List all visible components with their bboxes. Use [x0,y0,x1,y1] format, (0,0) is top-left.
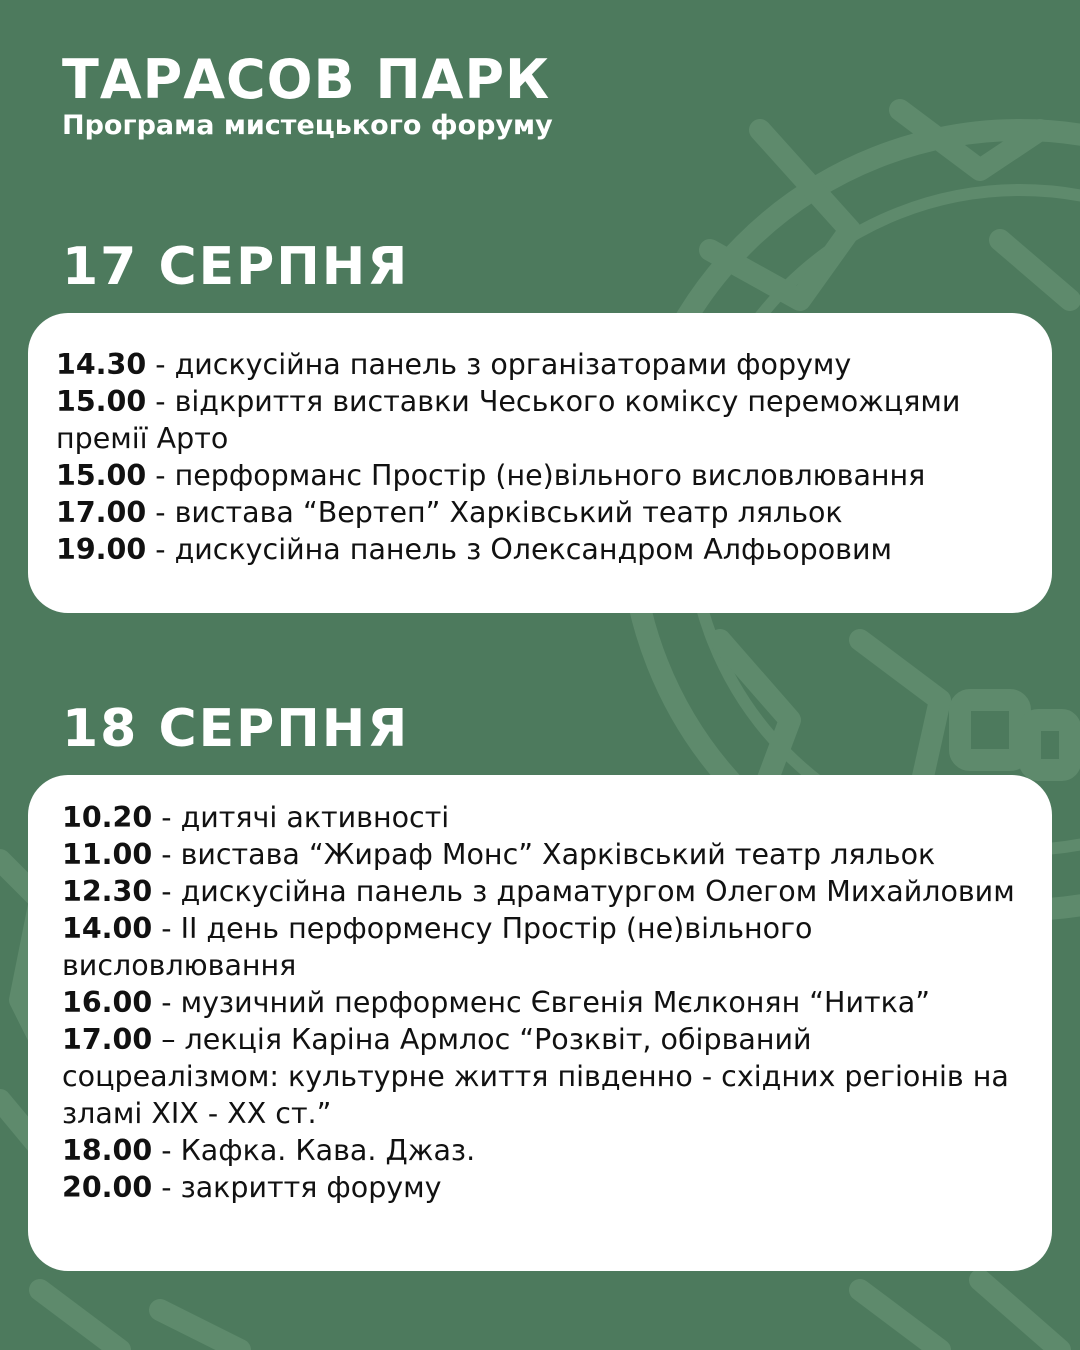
event-item [62,873,1032,910]
event-text: перформанс Простір (не)вільного висловлювання [174,459,926,492]
event-time: 17.00 [56,496,147,529]
event-separator: – [152,1023,185,1056]
event-separator: - [152,1171,181,1204]
event-separator: - [146,348,175,381]
event-time: 10.20 [62,801,153,834]
event-item [62,1169,1032,1206]
event-separator: - [152,875,181,908]
event-separator: - [152,838,181,871]
event-separator: - [146,385,175,418]
event-list [62,799,1032,1206]
day-heading-2: 18 СЕРПНЯ [62,699,410,759]
event-separator: - [146,496,175,529]
event-text: дитячі активності [180,801,450,834]
event-time: 16.00 [62,986,153,1019]
event-time: 20.00 [62,1171,153,1204]
event-item [62,1132,1032,1169]
event-time: 12.30 [62,875,153,908]
event-time: 14.00 [62,912,153,945]
page-subtitle: Програма мистецького форуму [62,110,553,141]
header [62,50,553,142]
event-item [62,910,1032,984]
event-item [56,383,1032,457]
day-heading-1: 17 СЕРПНЯ [62,237,410,297]
event-text: дискусійна панель з драматургом Олегом Михайловим [180,875,1015,908]
event-separator: - [152,1134,181,1167]
event-text: вистава “Жираф Монс” Харківський театр ляльок [180,838,936,871]
event-time: 18.00 [62,1134,153,1167]
event-text: Кафка. Кава. Джаз. [180,1134,476,1167]
event-item [62,1021,1032,1132]
event-list [56,346,1032,568]
event-item [62,984,1032,1021]
event-item [56,494,1032,531]
event-text: закриття форуму [180,1171,442,1204]
event-text: ІІ день перформенсу Простір (не)вільного висловлювання [62,912,813,982]
event-time: 15.00 [56,459,147,492]
schedule-card-day-2 [28,775,1052,1271]
event-time: 14.30 [56,348,147,381]
event-item [56,346,1032,383]
event-separator: - [152,986,181,1019]
event-text: музичний перформенс Євгенія Мєлконян “Нитка” [180,986,931,1019]
event-text: вистава “Вертеп” Харківський театр ляльок [174,496,843,529]
event-item [56,531,1032,568]
event-time: 17.00 [62,1023,153,1056]
event-time: 15.00 [56,385,147,418]
event-text: лекція Каріна Армлос “Розквіт, обірваний соцреалізмом: культурне життя південно - східних регіонів на зламі ХІХ - ХХ ст.” [62,1023,1009,1130]
event-time: 19.00 [56,533,147,566]
page-title: ТАРАСОВ ПАРК [62,48,551,111]
event-separator: - [152,912,181,945]
event-separator: - [152,801,181,834]
event-item [62,836,1032,873]
event-item [62,799,1032,836]
event-time: 11.00 [62,838,153,871]
event-separator: - [146,459,175,492]
event-text: дискусійна панель з Олександром Алфьоровим [174,533,892,566]
event-separator: - [146,533,175,566]
event-item [56,457,1032,494]
event-text: відкриття виставки Чеського коміксу переможцями премії Арто [56,385,961,455]
schedule-card-day-1 [28,313,1052,613]
event-text: дискусійна панель з організаторами форуму [174,348,852,381]
